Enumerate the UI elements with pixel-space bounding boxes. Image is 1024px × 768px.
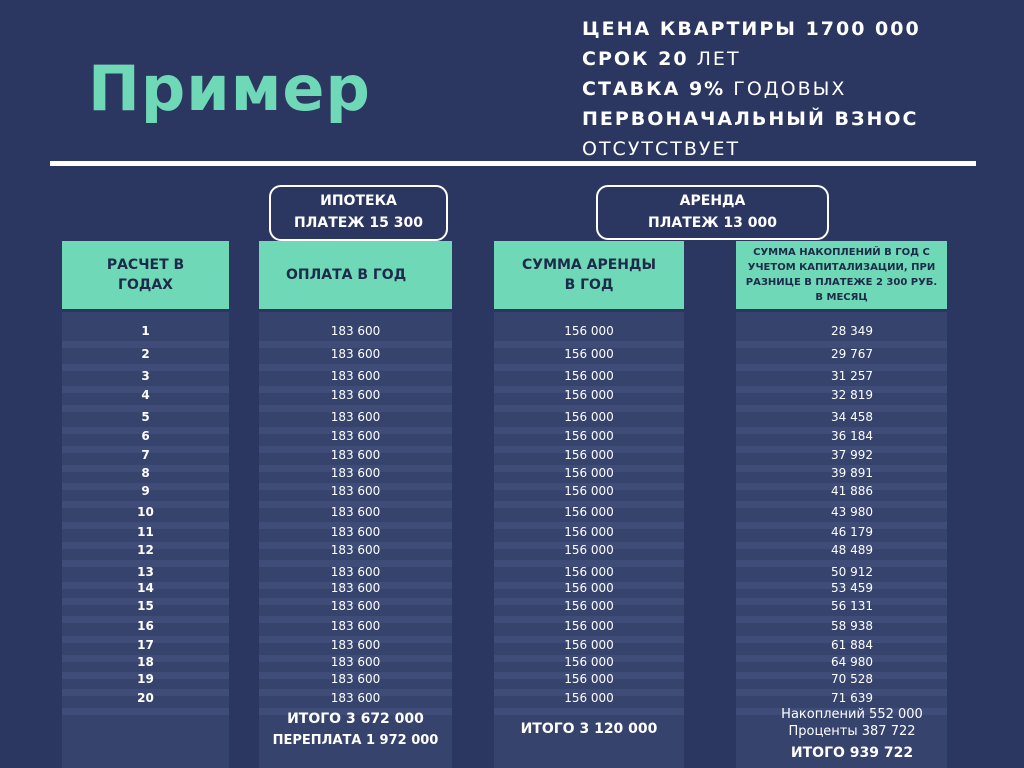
savings-cell: 39 891 (831, 466, 873, 480)
rent-cell: 156 000 (564, 581, 614, 595)
savings-cell: 71 639 (831, 691, 873, 705)
payment-cell: 183 600 (330, 655, 381, 669)
payment-cell: 183 600 (330, 388, 381, 402)
mortgage-box-title: ИПОТЕКА (320, 193, 397, 209)
year-cell: 7 (141, 448, 150, 462)
payment-cell: 183 600 (330, 581, 381, 595)
savings-cell: 56 131 (831, 599, 873, 613)
payment-cell: 183 600 (330, 599, 381, 613)
payment-cell: 183 600 (330, 369, 381, 383)
savings-cell: 48 489 (831, 543, 873, 557)
savings-cell: 32 819 (831, 388, 873, 402)
term-unit: ЛЕТ (688, 48, 741, 70)
year-cell: 8 (141, 466, 150, 480)
payment-cell: 183 600 (330, 347, 381, 361)
savings-cell: 50 912 (831, 565, 873, 579)
rent-cell: 156 000 (564, 369, 614, 383)
rent-cell: 156 000 (564, 672, 614, 686)
year-cell: 12 (137, 543, 154, 557)
rent-cell: 156 000 (564, 691, 614, 705)
rent-cell: 156 000 (564, 505, 614, 519)
savings-cell: 41 886 (831, 484, 873, 498)
rent-cell: 156 000 (564, 388, 614, 402)
year-cell: 1 (141, 324, 150, 338)
rent-box (596, 185, 829, 240)
term-label: СРОК 20 (582, 48, 689, 70)
rent-cell: 156 000 (564, 410, 614, 424)
divider (50, 161, 976, 166)
savings-cell: 53 459 (831, 581, 873, 595)
savings-cell: 61 884 (831, 638, 873, 652)
payment-cell: 183 600 (330, 324, 381, 338)
rent-cell: 156 000 (564, 655, 614, 669)
year-cell: 11 (137, 525, 154, 539)
header-years: РАСЧЕТ В ГОДАХ (62, 241, 229, 309)
year-cell: 4 (141, 388, 150, 402)
payment-cell: 183 600 (330, 691, 381, 705)
rent-cell: 156 000 (564, 429, 614, 443)
header-savings: СУММА НАКОПЛЕНИЙ В ГОД С УЧЕТОМ КАПИТАЛИЗАЦИИ, ПРИ РАЗНИЦЕ В ПЛАТЕЖЕ 2 300 РУБ. В МЕСЯЦ (736, 241, 947, 309)
year-cell: 14 (137, 581, 154, 595)
savings-cell: 58 938 (831, 619, 873, 633)
rent-cell: 156 000 (564, 565, 614, 579)
year-cell: 18 (137, 655, 154, 669)
payment-cell: 183 600 (330, 525, 381, 539)
savings-cell: 36 184 (831, 429, 873, 443)
payment-cell: 183 600 (330, 565, 381, 579)
year-cell: 2 (141, 347, 150, 361)
mortgage-total: ИТОГО 3 672 000 (287, 711, 424, 727)
payment-cell: 183 600 (330, 672, 381, 686)
row-stripe (62, 708, 229, 715)
payment-cell: 183 600 (330, 619, 381, 633)
savings-total: ИТОГО 939 722 (790, 745, 914, 761)
mortgage-box (269, 185, 448, 241)
rent-cell: 156 000 (564, 466, 614, 480)
page-title: Пример (88, 52, 371, 125)
payment-cell: 183 600 (330, 410, 381, 424)
year-cell: 9 (141, 484, 150, 498)
rent-cell: 156 000 (564, 347, 614, 361)
rent-cell: 156 000 (564, 599, 614, 613)
year-cell: 16 (137, 619, 154, 633)
year-cell: 19 (137, 672, 154, 686)
loan-terms (582, 14, 921, 164)
savings-interest: Проценты 387 722 (788, 724, 916, 739)
year-cell: 17 (137, 638, 154, 652)
price-line: ЦЕНА КВАРТИРЫ 1700 000 (582, 18, 921, 40)
rate-label: СТАВКА 9% (582, 78, 726, 100)
savings-cell: 29 767 (831, 347, 873, 361)
year-cell: 13 (137, 565, 154, 579)
payment-cell: 183 600 (330, 484, 381, 498)
payment-cell: 183 600 (330, 448, 381, 462)
savings-accumulated: Накоплений 552 000 (781, 707, 923, 722)
rent-total: ИТОГО 3 120 000 (520, 721, 658, 737)
row-stripe (494, 708, 684, 715)
payment-cell: 183 600 (330, 543, 381, 557)
rent-box-title: АРЕНДА (679, 193, 746, 209)
header-rent: СУММА АРЕНДЫ В ГОД (494, 241, 684, 309)
year-cell: 15 (137, 599, 154, 613)
payment-cell: 183 600 (330, 429, 381, 443)
rent-cell: 156 000 (564, 448, 614, 462)
overpayment-total: ПЕРЕПЛАТА 1 972 000 (272, 733, 439, 748)
year-cell: 6 (141, 429, 150, 443)
down-payment-value: ОТСУТСТВУЕТ (582, 138, 741, 160)
payment-cell: 183 600 (330, 505, 381, 519)
savings-cell: 46 179 (831, 525, 873, 539)
savings-cell: 70 528 (831, 672, 873, 686)
year-cell: 3 (141, 369, 150, 383)
mortgage-box-payment: ПЛАТЕЖ 15 300 (294, 215, 423, 231)
rent-box-payment: ПЛАТЕЖ 13 000 (648, 215, 777, 231)
savings-cell: 34 458 (831, 410, 873, 424)
savings-cell: 31 257 (831, 369, 873, 383)
rate-unit: ГОДОВЫХ (725, 78, 847, 100)
rent-cell: 156 000 (564, 484, 614, 498)
rent-cell: 156 000 (564, 324, 614, 338)
savings-cell: 28 349 (831, 324, 873, 338)
year-cell: 20 (137, 691, 154, 705)
payment-cell: 183 600 (330, 466, 381, 480)
rent-cell: 156 000 (564, 525, 614, 539)
header-payment: ОПЛАТА В ГОД (259, 241, 452, 309)
payment-cell: 183 600 (330, 638, 381, 652)
down-payment-label: ПЕРВОНАЧАЛЬНЫЙ ВЗНОС (582, 108, 919, 130)
rent-cell: 156 000 (564, 619, 614, 633)
year-cell: 5 (141, 410, 150, 424)
year-cell: 10 (137, 505, 154, 519)
rent-cell: 156 000 (564, 543, 614, 557)
savings-cell: 37 992 (831, 448, 873, 462)
savings-cell: 43 980 (831, 505, 873, 519)
rent-cell: 156 000 (564, 638, 614, 652)
savings-cell: 64 980 (831, 655, 873, 669)
